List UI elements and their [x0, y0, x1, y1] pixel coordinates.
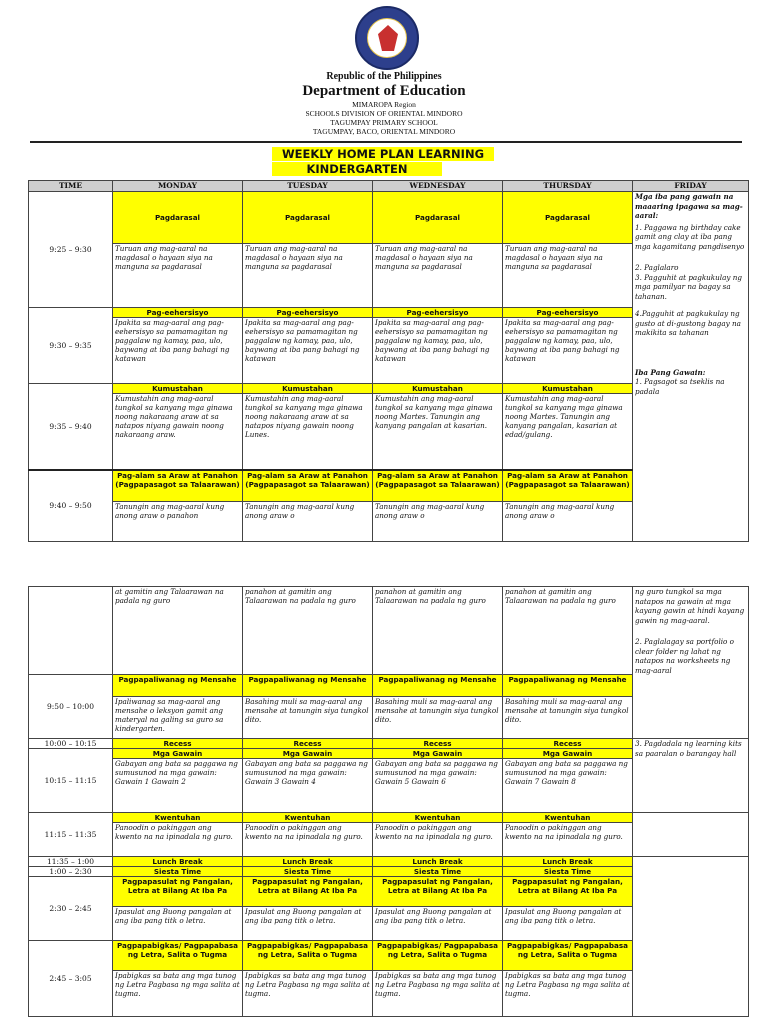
activity-label: Siesta Time: [113, 867, 243, 877]
friday-cell: [633, 739, 749, 813]
activity-label: Kumustahan: [113, 384, 243, 394]
activity-label: Pagpapaliwanag ng Mensahe: [373, 675, 503, 697]
activity-label: Pagpapabigkas/ Pagpapabasa ng Letra, Salita o Tugma: [243, 941, 373, 971]
col-monday: MONDAY: [113, 181, 243, 192]
task-text: Ipasulat ang Buong pangalan at ang iba pang titk o letra.: [373, 907, 503, 941]
activity-label: Pagpapaliwanag ng Mensahe: [503, 675, 633, 697]
task-text: Gabayan ang bata sa paggawa ng sumusunod na mga gawain: Gawain 3 Gawain 4: [243, 759, 373, 813]
task-text: Ipasulat ang Buong pangalan at ang iba pang titk o letra.: [113, 907, 243, 941]
activity-label: Pag-alam sa Araw at Panahon (Pagpapasagot sa Talaarawan): [243, 470, 373, 502]
activity-label: Kwentuhan: [373, 813, 503, 823]
activity-label: Pag-eehersisyo: [373, 308, 503, 318]
table-header-row: [29, 181, 749, 192]
activity-label: Pagdarasal: [503, 192, 633, 244]
col-time: TIME: [29, 181, 113, 192]
address-line: TAGUMPAY, BACO, ORIENTAL MINDORO: [312, 127, 456, 136]
task-text: Kumustahin ang mag-aaral tungkol sa kanyang mga ginawa noong nakaraang araw at sa natapos niyang gawain noong Lunes.: [243, 394, 373, 470]
task-text: Panoodin o pakinggan ang kwento na na ipinadala ng guro.: [243, 823, 373, 857]
time-cell: 11:35 – 1:00: [29, 857, 113, 867]
page-gap: [0, 560, 768, 586]
weekly-plan-table-p1: [28, 180, 749, 542]
friday-item: 3. Pagguhit at pagkukulay ng mga pamilyar na bagay sa tahanan.: [635, 272, 742, 301]
weekly-plan-table-p2: [28, 586, 749, 1017]
task-text: Ipakita sa mag-aaral ang pag-eehersisyo sa pamamagitan ng paggalaw ng kamay, paa, ulo, baywang at iba pang bahagi ng katawan: [373, 318, 503, 384]
table-row: [29, 587, 749, 675]
activity-label: Kwentuhan: [113, 813, 243, 823]
activity-label: Recess: [503, 739, 633, 749]
deped-seal-icon: [355, 6, 419, 70]
task-text: Ipabigkas sa bata ang mga tunog ng Letra Pagbasa ng mga salita at tugma.: [503, 971, 633, 1017]
region-line: MIMAROPA Region: [352, 100, 416, 109]
time-cell: 9:30 – 9:35: [29, 308, 113, 384]
task-text: Ipakita sa mag-aaral ang pag-eehersisyo sa pamamagitan ng paggalaw ng kamay, paa, ulo, baywang at iba pang bahagi ng katawan: [243, 318, 373, 384]
activity-label: Pagdarasal: [243, 192, 373, 244]
activity-label: Recess: [243, 739, 373, 749]
task-text: Panoodin o pakinggan ang kwento na na ipinadala ng guro.: [503, 823, 633, 857]
friday-item: 2. Paglalagay sa portfolio o clear folder ng lahat ng natapos na worksheets ng mag-aaral: [635, 637, 734, 675]
friday-item: 1. Paggawa ng birthday cake gamit ang clay at iba pang mga kagamitang pangdisenyo: [635, 222, 745, 251]
activity-label: Pag-alam sa Araw at Panahon (Pagpapasagot sa Talaarawan): [373, 470, 503, 502]
task-text: Kumustahin ang mag-aaral tungkol sa kanyang mga ginawa noong nakaraang araw at sa natapos niyang gawain noong nakaraang araw.: [113, 394, 243, 470]
task-text: panahon at gamitin ang Talaarawan na padala ng guro: [503, 587, 633, 675]
task-text: Tanungin ang mag-aaral kung anong araw o panahon: [113, 502, 243, 542]
friday-cell: [633, 857, 749, 1017]
friday-heading: Mga iba pang gawain na maaaring ipagawa sa mag-aaral:: [635, 192, 743, 220]
activity-label: Siesta Time: [243, 867, 373, 877]
time-cell: 2:45 – 3:05: [29, 941, 113, 1017]
col-friday: FRIDAY: [633, 181, 749, 192]
division-line: SCHOOLS DIVISION OF ORIENTAL MINDORO: [305, 109, 463, 118]
task-text: Ipabigkas sa bata ang mga tunog ng Letra Pagbasa ng mga salita at tugma.: [373, 971, 503, 1017]
activity-label: Recess: [373, 739, 503, 749]
task-text: Ipakita sa mag-aaral ang pag-eehersisyo sa pamamagitan ng paggalaw ng kamay, paa, ulo, baywang at iba pang bahagi ng katawan: [113, 318, 243, 384]
task-text: Ipasulat ang Buong pangalan at ang iba pang titk o letra.: [503, 907, 633, 941]
time-cell: 9:40 – 9:50: [29, 470, 113, 542]
table-row: [29, 857, 749, 867]
task-text: Basahing muli sa mag-aaral ang mensahe at tanungin siya tungkol dito.: [503, 697, 633, 739]
col-thursday: THURSDAY: [503, 181, 633, 192]
activity-label: Lunch Break: [503, 857, 633, 867]
task-text: Ipabigkas sa bata ang mga tunog ng Letra Pagbasa ng mga salita at tugma.: [113, 971, 243, 1017]
task-text: Gabayan ang bata sa paggawa ng sumusunod na mga gawain: Gawain 5 Gawain 6: [373, 759, 503, 813]
header-divider: [30, 141, 742, 143]
task-text: Turuan ang mag-aaral na magdasal o hayaan siya na manguna sa pagdarasal: [373, 244, 503, 308]
time-cell: 2:30 – 2:45: [29, 877, 113, 941]
task-text: Panoodin o pakinggan ang kwento na na ipinadala ng guro.: [113, 823, 243, 857]
plan-title: WEEKLY HOME PLAN LEARNING: [272, 147, 494, 161]
friday-item: 2. Paglalaro: [635, 263, 679, 272]
friday-item: ng guro tungkol sa mga natapos na gawain at mga kayang gawin at hindi kayang gawin ng mag-aaral.: [635, 587, 745, 625]
republic-line: Republic of the Philippines: [326, 71, 442, 82]
task-text: Gabayan ang bata sa paggawa ng sumusunod na mga gawain: Gawain 7 Gawain 8: [503, 759, 633, 813]
friday-item: 3. Pagdadala ng learning kits sa paaralan o barangay hall: [635, 739, 742, 758]
table-row: [29, 739, 749, 749]
task-text: Gabayan ang bata sa paggawa ng sumusunod na mga gawain: Gawain 1 Gawain 2: [113, 759, 243, 813]
friday-item: 4.Pagguhit at pagkukulay ng gusto at di-gustong bagay na makikita sa tahanan: [635, 309, 741, 337]
task-text: Tanungin ang mag-aaral kung anong araw o: [373, 502, 503, 542]
time-cell: 11:15 – 11:35: [29, 813, 113, 857]
activity-label: Pagpapasulat ng Pangalan, Letra at Bilang At Iba Pa: [243, 877, 373, 907]
activity-label: Kumustahan: [373, 384, 503, 394]
page-two: [0, 586, 768, 1024]
activity-label: Pag-eehersisyo: [243, 308, 373, 318]
friday-item: 1. Pagsagot sa tseklis na padala: [635, 377, 725, 396]
task-text: Tanungin ang mag-aaral kung anong araw o: [243, 502, 373, 542]
task-text: Turuan ang mag-aaral na magdasal o hayaan siya na manguna sa pagdarasal: [243, 244, 373, 308]
activity-label: Pagdarasal: [373, 192, 503, 244]
activity-label: Mga Gawain: [243, 749, 373, 759]
activity-label: Pagpapasulat ng Pangalan, Letra at Bilang At Iba Pa: [503, 877, 633, 907]
task-text: Turuan ang mag-aaral na magdasal o hayaan siya na manguna sa pagdarasal: [503, 244, 633, 308]
activity-label: Pagpapabigkas/ Pagpapabasa ng Letra, Salita o Tugma: [373, 941, 503, 971]
activity-label: Pagpapabigkas/ Pagpapabasa ng Letra, Salita o Tugma: [113, 941, 243, 971]
activity-label: Kumustahan: [243, 384, 373, 394]
time-cell: 9:25 – 9:30: [29, 192, 113, 308]
col-tuesday: TUESDAY: [243, 181, 373, 192]
friday-cell: [633, 192, 749, 542]
task-text: Ipaliwanag sa mag-aaral ang mensahe o leksyon gamit ang materyal na galing sa guro sa kindergarten.: [113, 697, 243, 739]
task-text: Tanungin ang mag-aaral kung anong araw o: [503, 502, 633, 542]
grade-title: KINDERGARTEN: [272, 162, 442, 176]
activity-label: Siesta Time: [373, 867, 503, 877]
task-text: Ipasulat ang Buong pangalan at ang iba pang titk o letra.: [243, 907, 373, 941]
activity-label: Lunch Break: [243, 857, 373, 867]
friday-cell: [633, 813, 749, 857]
table-row: [29, 192, 749, 244]
task-text: at gamitin ang Talaarawan na padala ng guro: [113, 587, 243, 675]
activity-label: Pag-alam sa Araw at Panahon (Pagpapasagot sa Talaarawan): [113, 470, 243, 502]
activity-label: Kumustahan: [503, 384, 633, 394]
time-cell: 1:00 – 2:30: [29, 867, 113, 877]
time-cell: 10:15 – 11:15: [29, 749, 113, 813]
task-text: Basahing muli sa mag-aaral ang mensahe at tanungin siya tungkol dito.: [243, 697, 373, 739]
time-cell: 9:50 – 10:00: [29, 675, 113, 739]
school-line: TAGUMPAY PRIMARY SCHOOL: [330, 118, 438, 127]
table-row: [29, 813, 749, 823]
task-text: Ipabigkas sa bata ang mga tunog ng Letra Pagbasa ng mga salita at tugma.: [243, 971, 373, 1017]
activity-label: Mga Gawain: [503, 749, 633, 759]
task-text: Panoodin o pakinggan ang kwento na na ipinadala ng guro.: [373, 823, 503, 857]
activity-label: Siesta Time: [503, 867, 633, 877]
task-text: Turuan ang mag-aaral na magdasal o hayaan siya na manguna sa pagdarasal: [113, 244, 243, 308]
task-text: Basahing muli sa mag-aaral ang mensahe at tanungin siya tungkol dito.: [373, 697, 503, 739]
activity-label: Pagpapaliwanag ng Mensahe: [113, 675, 243, 697]
department-title: Department of Education: [302, 83, 466, 99]
activity-label: Pagpapasulat ng Pangalan, Letra at Bilang At Iba Pa: [373, 877, 503, 907]
task-text: Ipakita sa mag-aaral ang pag-eehersisyo sa pamamagitan ng paggalaw ng kamay, paa, ulo, baywang at iba pang bahagi ng katawan: [503, 318, 633, 384]
time-cell: 9:35 – 9:40: [29, 384, 113, 470]
task-text: panahon at gamitin ang Talaarawan na padala ng guro: [373, 587, 503, 675]
activity-label: Pag-eehersisyo: [503, 308, 633, 318]
time-cell: [29, 587, 113, 675]
task-text: Kumustahin ang mag-aaral tungkol sa kanyang mga ginawa noong Martes. Tanungin ang kanyang pangalan at kasarian.: [373, 394, 503, 470]
activity-label: Pagpapaliwanag ng Mensahe: [243, 675, 373, 697]
friday-heading: Iba Pang Gawain:: [635, 367, 706, 377]
task-text: Kumustahin ang mag-aaral tungkol sa kanyang mga ginawa noong Martes. Tanungin ang kanyang pangalan, kasarian at edad/gulang.: [503, 394, 633, 470]
activity-label: Recess: [113, 739, 243, 749]
activity-label: Pag-eehersisyo: [113, 308, 243, 318]
activity-label: Lunch Break: [113, 857, 243, 867]
time-cell: 10:00 – 10:15: [29, 739, 113, 749]
activity-label: Kwentuhan: [503, 813, 633, 823]
task-text: panahon at gamitin ang Talaarawan na padala ng guro: [243, 587, 373, 675]
activity-label: Pagpapabigkas/ Pagpapabasa ng Letra, Salita o Tugma: [503, 941, 633, 971]
activity-label: Kwentuhan: [243, 813, 373, 823]
col-wednesday: WEDNESDAY: [373, 181, 503, 192]
friday-cell: [633, 587, 749, 739]
activity-label: Lunch Break: [373, 857, 503, 867]
activity-label: Pagdarasal: [113, 192, 243, 244]
activity-label: Mga Gawain: [113, 749, 243, 759]
activity-label: Mga Gawain: [373, 749, 503, 759]
activity-label: Pag-alam sa Araw at Panahon (Pagpapasagot sa Talaarawan): [503, 470, 633, 502]
activity-label: Pagpapasulat ng Pangalan, Letra at Bilang At Iba Pa: [113, 877, 243, 907]
